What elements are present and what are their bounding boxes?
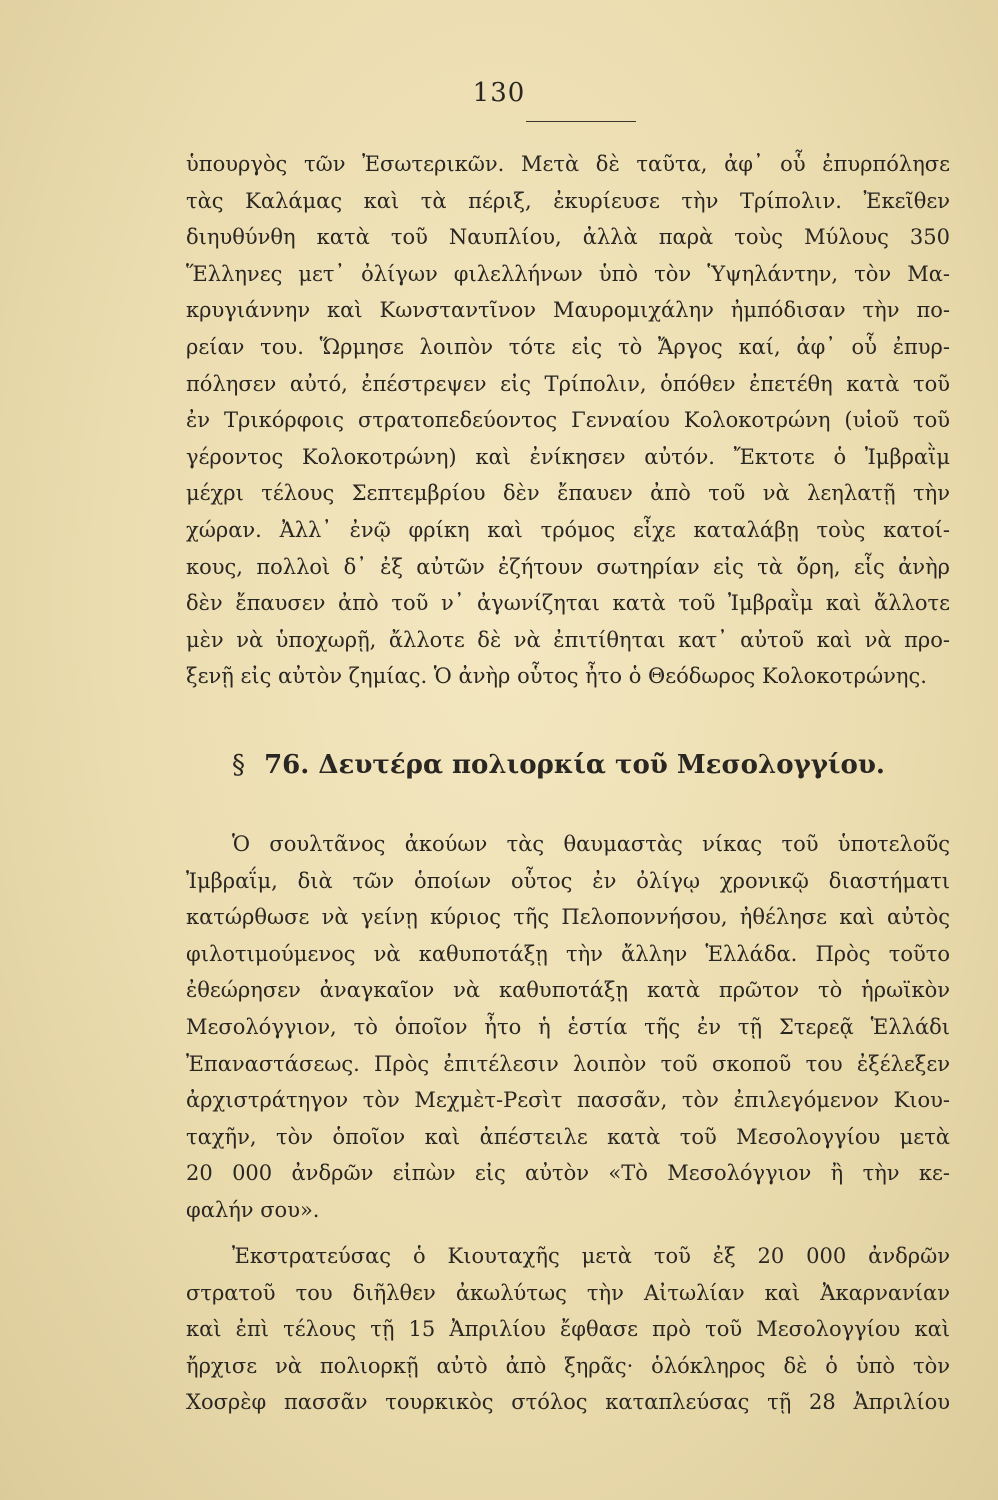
text-line: γέροντος Κολοκοτρώνη) καὶ ἐνίκησεν αὐτόν. Ἔκτοτε ὁ Ἰμβραῒμ (186, 444, 950, 469)
text-line: κατώρθωσε νὰ γείνῃ κύριος τῆς Πελοποννήσου, ἠθέλησε καὶ αὐτὸς (186, 905, 950, 930)
text-line: ἤρχισε νὰ πολιορκῇ αὐτὸ ἀπὸ ξηρᾶς· ὁλόκληρος δὲ ὁ ὑπὸ τὸν (186, 1353, 950, 1378)
text-line: καὶ ἐπὶ τέλους τῇ 15 Ἀπριλίου ἔφθασε πρὸ τοῦ Μεσολογγίου καὶ (186, 1317, 950, 1342)
text-line: μέχρι τέλους Σεπτεμβρίου δὲν ἔπαυεν ἀπὸ τοῦ νὰ λεηλατῇ τὴν (186, 481, 950, 506)
text-line: ἀρχιστράτηγον τὸν Μεχμὲτ-Ρεσὶτ πασσᾶν, τὸν ἐπιλεγόμενον Κιου- (186, 1088, 950, 1113)
text-line: ἐν Τρικόρφοις στρατοπεδεύοντος Γενναίου Κολοκοτρώνη (υἱοῦ τοῦ (186, 408, 950, 433)
text-line: μὲν νὰ ὑποχωρῇ, ἄλλοτε δὲ νὰ ἐπιτίθηται κατ᾽ αὐτοῦ καὶ νὰ προ- (186, 627, 950, 652)
text-line: ρείαν του. Ὥρμησε λοιπὸν τότε εἰς τὸ Ἄργος καί, ἀφ᾽ οὗ ἐπυρ- (186, 334, 950, 359)
text-line: διηυθύνθη κατὰ τοῦ Ναυπλίου, ἀλλὰ παρὰ τοὺς Μύλους 350 (186, 225, 950, 250)
section-number: 76. (264, 750, 310, 780)
text-line: Ὁ σουλτᾶνος ἀκούων τὰς θαυμαστὰς νίκας τοῦ ὑποτελοῦς (232, 832, 950, 856)
page-number: 130 (472, 78, 526, 108)
text-line: κρυγιάννην καὶ Κωνσταντῖνον Μαυρομιχάλην ἠμπόδισαν τὴν πο- (186, 298, 950, 323)
text-line: φιλοτιμούμενος νὰ καθυποτάξῃ τὴν ἄλλην Ἑλλάδα. Πρὸς τοῦτο (186, 941, 950, 966)
section-sign: § (232, 750, 245, 780)
text-line: Ἰμβραΐμ, διὰ τῶν ὁποίων οὗτος ἐν ὀλίγῳ χρονικῷ διαστήματι (186, 868, 950, 893)
text-line: χώραν. Ἀλλ᾽ ἐνῷ φρίκη καὶ τρόμος εἶχε καταλάβῃ τοὺς κατοί- (186, 517, 950, 542)
text-line: κους, πολλοὶ δ᾽ ἐξ αὐτῶν ἐζήτουν σωτηρίαν εἰς τὰ ὄρη, εἷς ἀνὴρ (186, 554, 950, 579)
text-line: ξενῇ εἰς αὐτὸν ζημίας. Ὁ ἀνὴρ οὗτος ἦτο ὁ Θεόδωρος Κολοκοτρώνης. (186, 664, 927, 689)
text-line: Χοσρὲφ πασσᾶν τουρκικὸς στόλος καταπλεύσας τῇ 28 Ἀπριλίου (186, 1390, 950, 1415)
paragraph-3 (186, 1238, 950, 1421)
text-line: δὲν ἔπαυσεν ἀπὸ τοῦ ν᾽ ἀγωνίζηται κατὰ τοῦ Ἰμβραῒμ καὶ ἄλλοτε (186, 591, 950, 616)
text-line: Ἕλληνες μετ᾽ ὀλίγων φιλελλήνων ὑπὸ τὸν Ὑψηλάντην, τὸν Μα- (186, 261, 950, 286)
text-line: 20 000 ἀνδρῶν εἰπὼν εἰς αὐτὸν «Τὸ Μεσολόγγιον ἢ τὴν κε- (186, 1161, 950, 1186)
paragraph-1 (186, 146, 950, 695)
text-line: τὰς Καλάμας καὶ τὰ πέριξ, ἐκυρίευσε τὴν Τρίπολιν. Ἐκεῖθεν (186, 188, 950, 213)
text-line: φαλήν σου». (186, 1197, 320, 1222)
text-line: ἐθεώρησεν ἀναγκαῖον νὰ καθυποτάξῃ κατὰ πρῶτον τὸ ἡρωϊκὸν (186, 978, 950, 1003)
paragraph-2 (186, 826, 950, 1229)
text-line: ὑπουργὸς τῶν Ἐσωτερικῶν. Μετὰ δὲ ταῦτα, ἀφ᾽ οὗ ἐπυρπόλησε (186, 152, 950, 176)
section-heading (232, 750, 885, 780)
text-line: στρατοῦ του διῆλθεν ἀκωλύτως τὴν Αἰτωλίαν καὶ Ἀκαρνανίαν (186, 1280, 950, 1305)
text-line: ταχῆν, τὸν ὁποῖον καὶ ἀπέστειλε κατὰ τοῦ Μεσολογγίου μετὰ (186, 1124, 950, 1149)
text-line: Ἐκστρατεύσας ὁ Κιουταχῆς μετὰ τοῦ ἐξ 20 000 ἀνδρῶν (232, 1244, 950, 1268)
page-number-rule (526, 121, 636, 122)
text-line: Ἐπαναστάσεως. Πρὸς ἐπιτέλεσιν λοιπὸν τοῦ σκοποῦ του ἐξέλεξεν (186, 1051, 950, 1076)
text-line: πόλησεν αὐτό, ἐπέστρεψεν εἰς Τρίπολιν, ὁπόθεν ἐπετέθη κατὰ τοῦ (186, 371, 950, 396)
text-line: Μεσολόγγιον, τὸ ὁποῖον ἦτο ἡ ἑστία τῆς ἐν τῇ Στερεᾷ Ἑλλάδι (186, 1014, 950, 1039)
section-title: Δευτέρα πολιορκία τοῦ Μεσολογγίου. (318, 750, 885, 780)
